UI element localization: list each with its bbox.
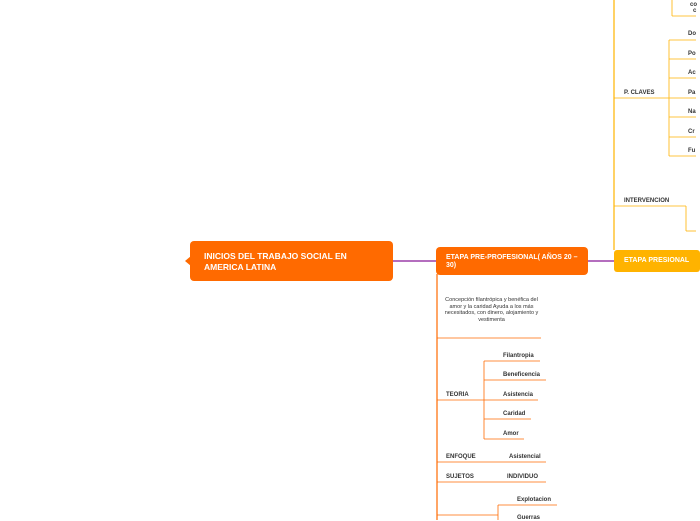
claves-item-4: Pa — [688, 90, 696, 96]
teoria-label: TEORIA — [446, 392, 469, 398]
sujetos-value: INDIVIDUO — [507, 474, 539, 480]
claves-item-6: Cr — [688, 129, 695, 135]
claves-item-1: Do — [688, 31, 696, 37]
root-left-notch — [185, 256, 191, 266]
extra-item-explotacion: Explotacion — [517, 497, 552, 503]
sujetos-label: SUJETOS — [446, 474, 474, 480]
root-node[interactable] — [190, 241, 393, 281]
claves-item-5: Na — [688, 109, 696, 115]
etapa-pres-title: ETAPA PRESIONAL — [624, 257, 690, 264]
claves-item-2: Po — [688, 51, 696, 57]
enfoque-label: ENFOQUE — [446, 454, 476, 460]
claves-label: P. CLAVES — [624, 90, 655, 96]
teoria-item-filantropia: Filantropia — [503, 353, 534, 359]
top-fragment-2: c — [693, 8, 697, 14]
etapa-pre-node[interactable] — [436, 247, 588, 275]
top-fragment-1: co — [690, 2, 698, 8]
teoria-item-caridad: Caridad — [503, 411, 526, 417]
claves-item-7: Fu — [688, 148, 696, 154]
enfoque-value: Asistencial — [509, 454, 541, 460]
etapa-pre-title: ETAPA PRE-PROFESIONAL( AÑOS 20 – 30) — [446, 254, 578, 269]
etapa-pres-node[interactable] — [614, 250, 700, 272]
teoria-item-beneficencia: Beneficencia — [503, 372, 541, 378]
extra-item-guerras: Guerras — [517, 515, 541, 521]
intervencion-label: INTERVENCION — [624, 198, 670, 204]
teoria-item-asistencia: Asistencia — [503, 392, 534, 398]
claves-item-3: Ac — [688, 70, 696, 76]
concepcion-text: Concepción filantrópica y benéfica del amor y la caridad Ayuda a los más necesitados, con dinero, alojamiento y vestimenta — [444, 297, 539, 323]
teoria-item-amor: Amor — [503, 431, 519, 437]
root-title: INICIOS DEL TRABAJO SOCIAL EN AMERICA LATINA — [204, 251, 347, 272]
